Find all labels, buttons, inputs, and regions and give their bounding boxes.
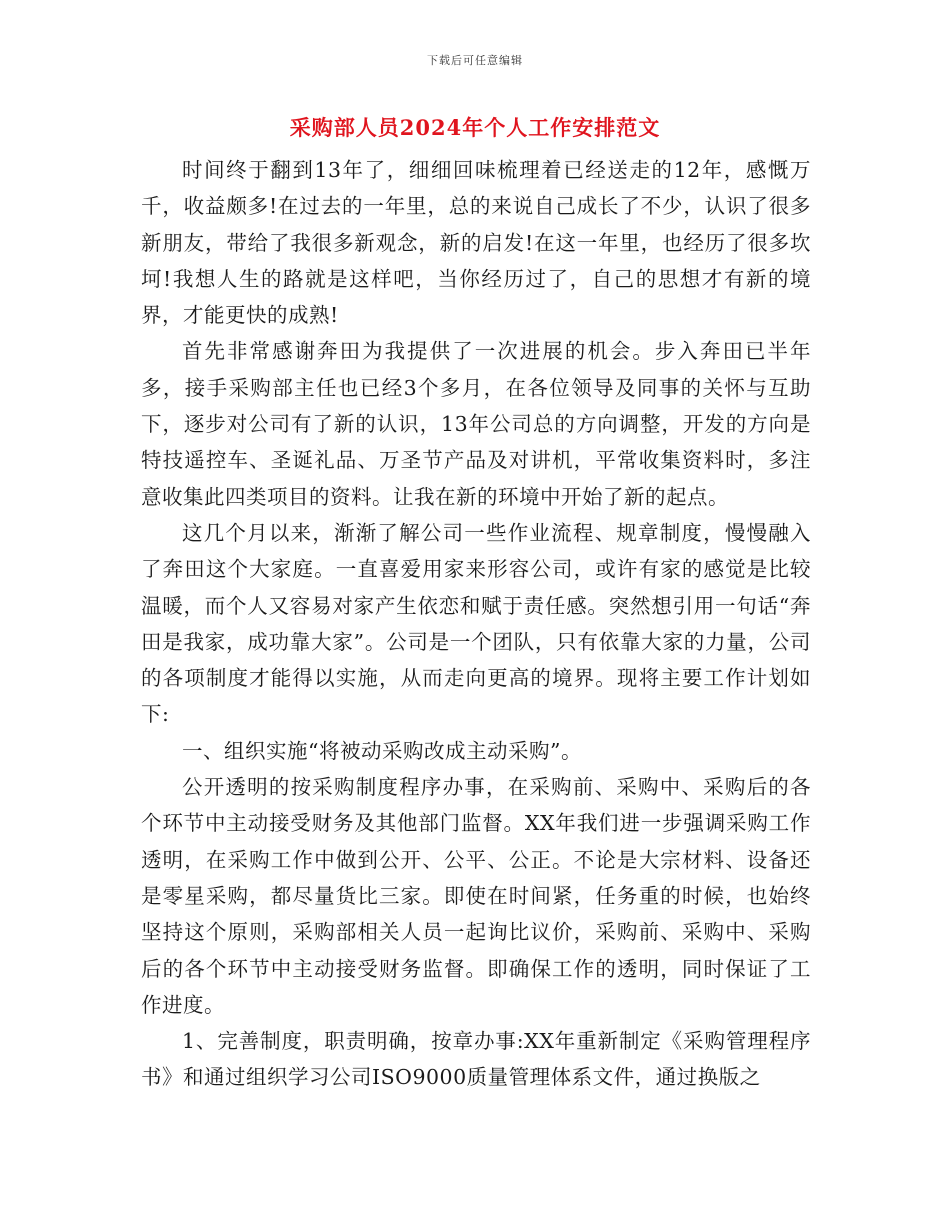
paragraph: 一、组织实施“将被动采购改成主动采购”。 bbox=[182, 738, 582, 763]
paragraph: 1、完善制度，职责明确，按章办事:XX年重新制定《采购管理程序书》和通过组织学习公司ISO9000质量管理体系文件，通过换版之 bbox=[141, 1029, 811, 1090]
paragraph: 这几个月以来，渐渐了解公司一些作业流程、规章制度，慢慢融入了奔田这个大家庭。一直喜爱用家来形容公司，或许有家的感觉是比较温暖，而个人又容易对家产生依恋和赋于责任感。突然想引用一句话“奔田是我家，成功靠大家”。公司是一个团队，只有依靠大家的力量，公司的各项制度才能得以实施，从而走向更高的境界。现将主要工作计划如下: bbox=[141, 520, 811, 727]
paragraph: 公开透明的按采购制度程序办事，在采购前、采购中、采购后的各个环节中主动接受财务及其他部门监督。XX年我们进一步强调采购工作透明，在采购工作中做到公开、公平、公正。不论是大宗材料、设备还是零星采购，都尽量货比三家。即使在时间紧，任务重的时候，也始终坚持这个原则，采购部相关人员一起询比议价，采购前、采购中、采购后的各个环节中主动接受财务监督。即确保工作的透明，同时保证了工作进度。 bbox=[141, 775, 811, 1017]
header-note: 下载后可任意编辑 bbox=[427, 54, 523, 67]
paragraph: 首先非常感谢奔田为我提供了一次进展的机会。步入奔田已半年多，接手采购部主任也已经3个多月，在各位领导及同事的关怀与互助下，逐步对公司有了新的认识，13年公司总的方向调整，开发的方向是特技遥控车、圣诞礼品、万圣节产品及对讲机，平常收集资料时，多注意收集此四类项目的资料。让我在新的环境中开始了新的起点。 bbox=[141, 339, 811, 509]
document-title: 采购部人员2024年个人工作安排范文 bbox=[289, 115, 661, 140]
document-body bbox=[141, 152, 811, 1096]
paragraph: 时间终于翻到13年了，细细回味梳理着已经送走的12年，感慨万千，收益颇多!在过去的一年里，总的来说自己成长了不少，认识了很多新朋友，带给了我很多新观念，新的启发!在这一年里，也经历了很多坎坷!我想人生的路就是这样吧，当你经历过了，自己的思想才有新的境界，才能更快的成熟! bbox=[141, 158, 811, 328]
